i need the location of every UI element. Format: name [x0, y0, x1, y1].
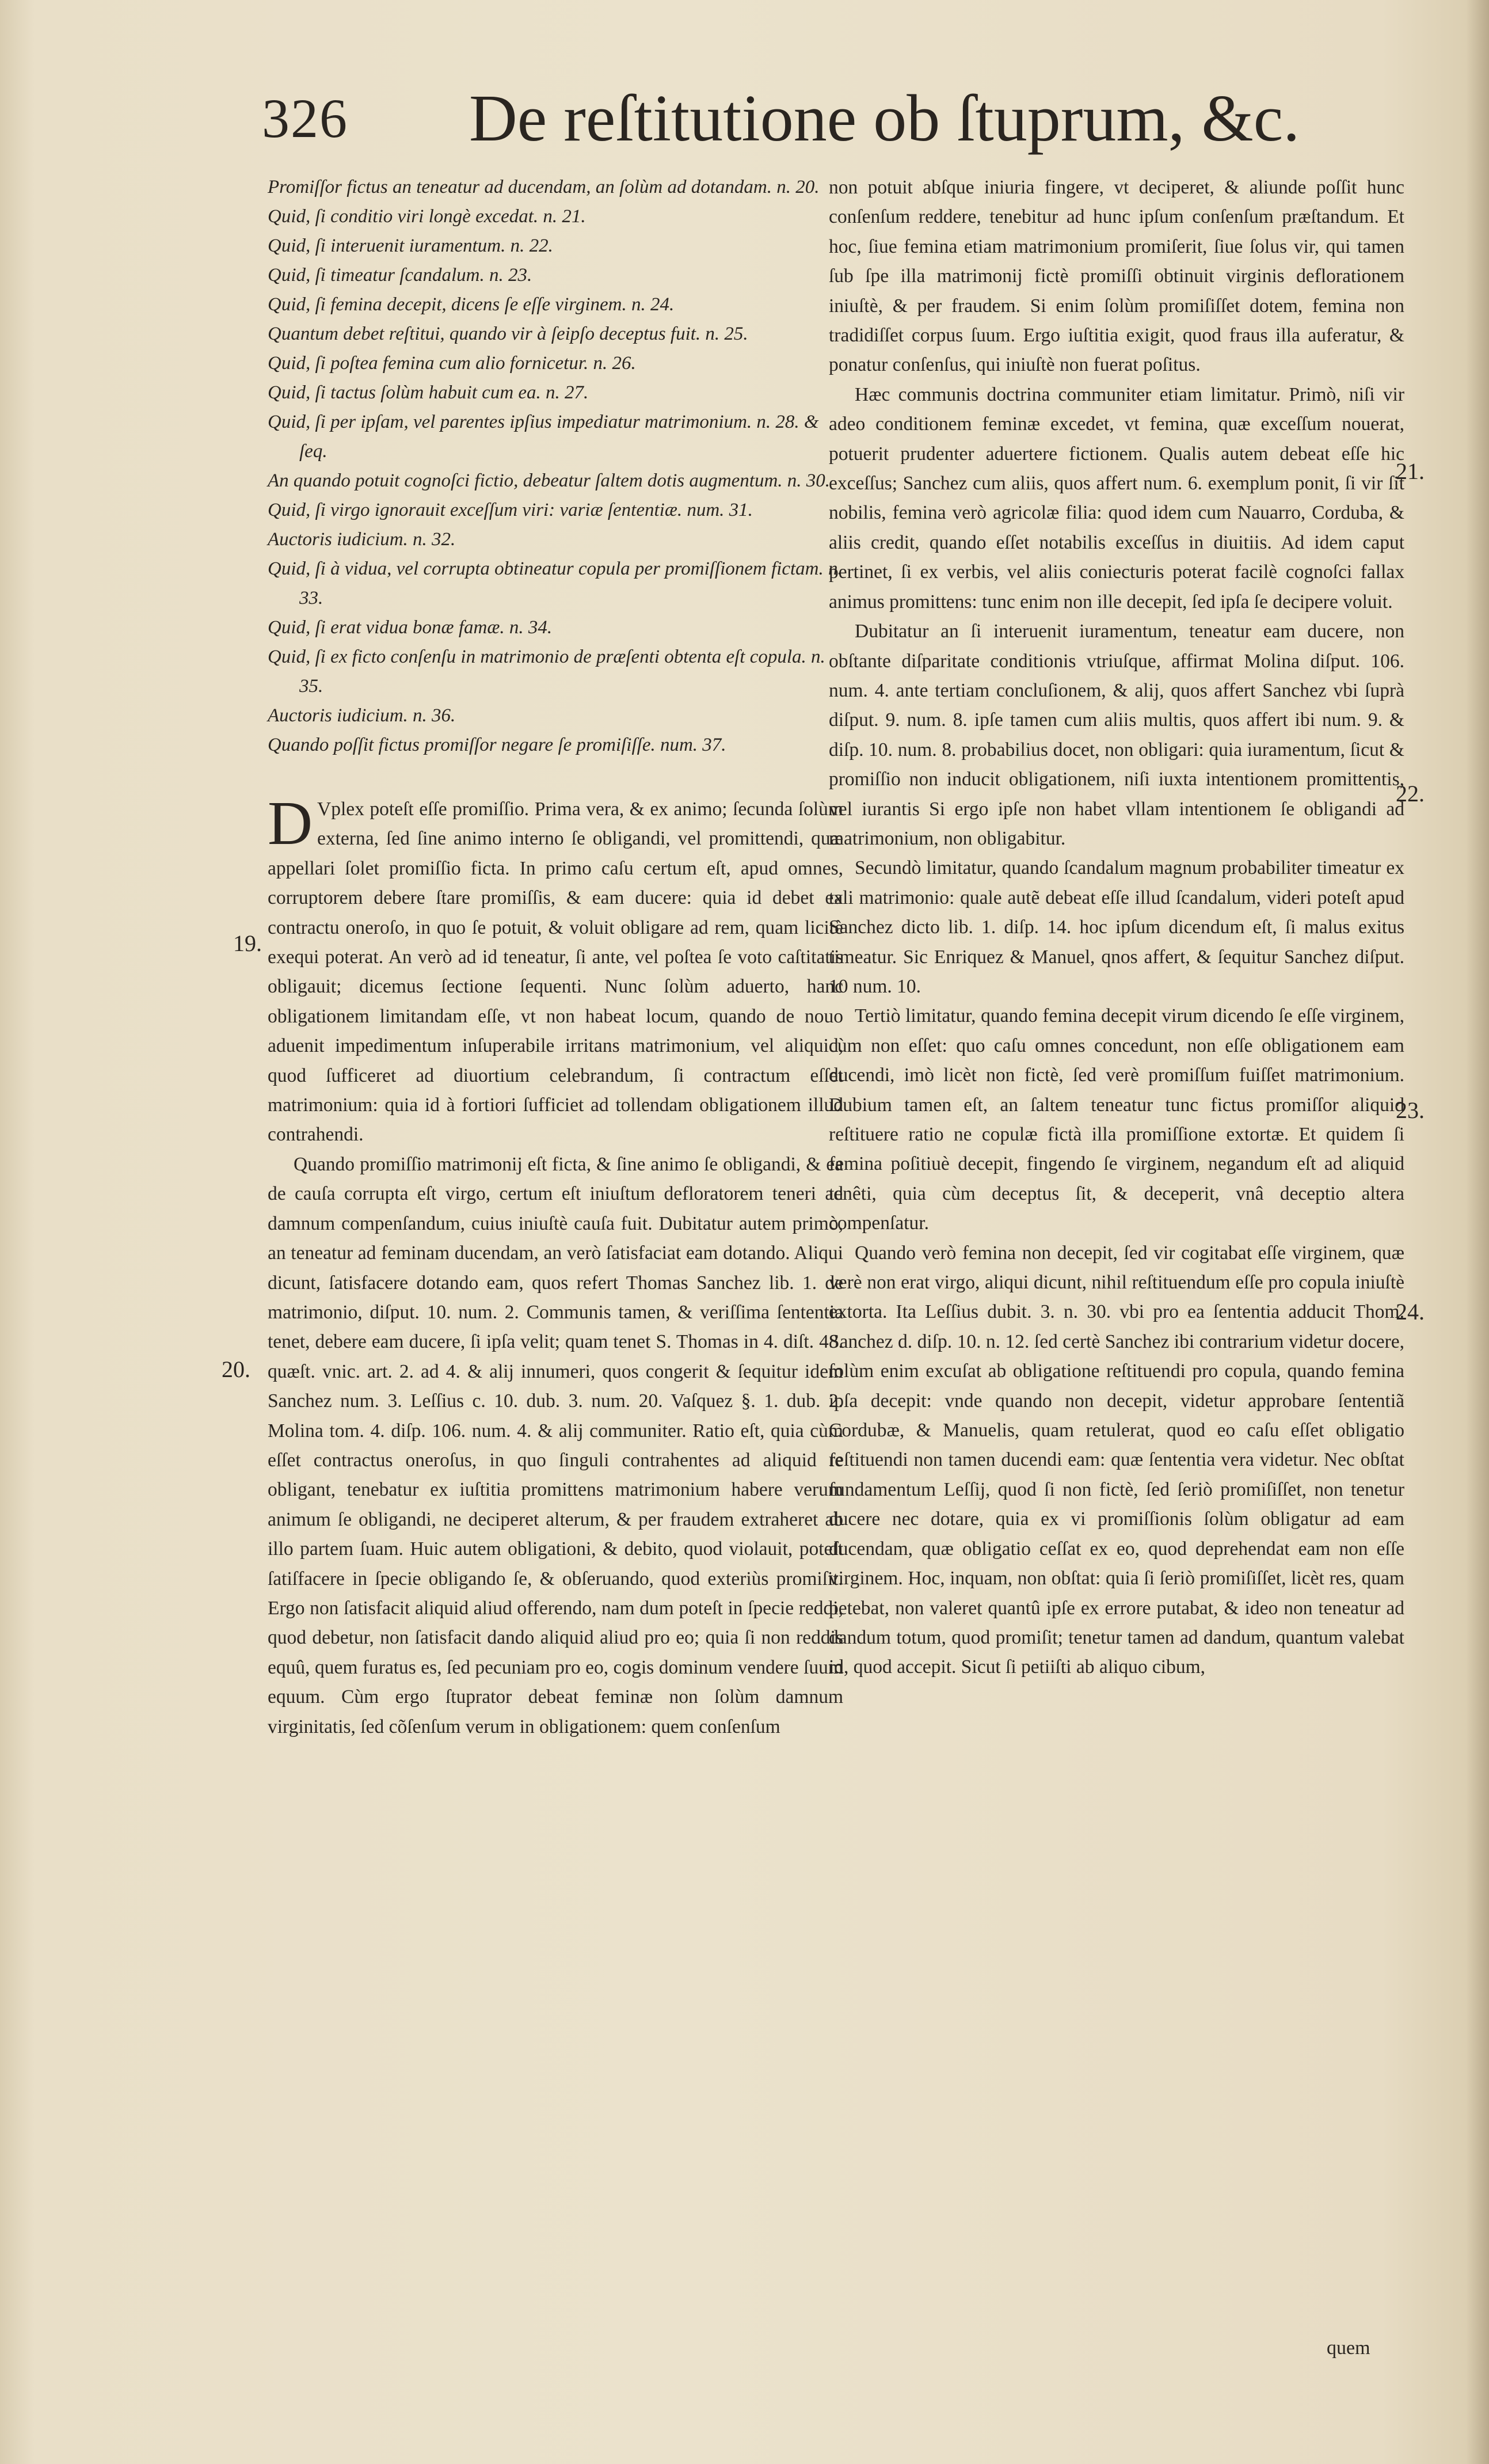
right-column: [829, 173, 1404, 1682]
marginal-number-21: 21.: [1396, 458, 1425, 484]
summary-item: Auctoris iudicium. n. 36.: [268, 705, 456, 726]
summary-item: Quid, ſi femina decepit, dicens ſe eſſe virginem. n. 24.: [268, 294, 675, 315]
paragraph-23: Secundò limitatur, quando ſcandalum magnum probabiliter timeatur ex tali matrimonio: quale autẽ debeat eſſe illud ſcandalum, videri poteſt apud Sanchez dicto lib. 1. diſp. 14. hoc ipſum dicendum eſt, ſi malus exitus timeatur. Sic Enriquez & Manuel, qnos affert, & ſequitur Sanchez diſput. 10 num. 10.: [829, 857, 1404, 997]
paragraph-24: Tertiò limitatur, quando femina decepit virum dicendo ſe eſſe virginem, cùm non eſſet: quo caſu omnes concedunt, non eſſe obligationem eam ducendi, imò licèt non fictè, ſed verè promiſſum fuiſſet matrimonium. Dubium tamen eſt, an ſaltem teneatur tunc fictus promiſſor aliquid reſtituere ratio ne copulæ fictà illa promiſſione extortæ. Et quidem ſi femina poſitiuè decepit, fingendo ſe virginem, negandum eſt ad aliquid tenêti, quia cùm deceptus ſit, & deceperit, vnâ deceptio altera compenſatur.: [829, 1005, 1404, 1234]
summary-item: Quantum debet reſtitui, quando vir à ſeipſo deceptus fuit. n. 25.: [268, 324, 748, 344]
page-number: 326: [262, 88, 348, 149]
summary-item: Promiſſor fictus an teneatur ad ducendam, an ſolùm ad dotandam. n. 20.: [268, 177, 820, 197]
page-edge-shadow: [1466, 0, 1489, 2464]
catchword: quem: [1327, 2337, 1370, 2359]
summary-item: Quid, ſi virgo ignorauit exceſſum viri: variæ ſententiæ. num. 31.: [268, 500, 753, 520]
left-column: [268, 173, 843, 1741]
summary-item: Quid, ſi erat vidua bonæ famæ. n. 34.: [268, 617, 553, 638]
summary-item: Quid, ſi interuenit iuramentum. n. 22.: [268, 235, 553, 256]
summary-item: Quid, ſi conditio viri longè excedat. n. 21.: [268, 206, 586, 227]
marginal-number-20: 20.: [222, 1356, 250, 1382]
running-title: De reſtitutione ob ſtuprum, &c.: [469, 82, 1300, 155]
summary-item: Quid, ſi tactus ſolùm habuit cum ea. n. 27.: [268, 382, 589, 403]
drop-cap: D: [268, 789, 313, 858]
summary-item: Quid, ſi ex ficto conſenſu in matrimonio de præſenti obtenta eſt copula. n. 35.: [268, 647, 825, 697]
marginal-number-23: 23.: [1396, 1097, 1425, 1123]
paragraph-25: Quando verò femina non decepit, ſed vir cogitabat eſſe virginem, quæ verè non erat virgo, aliqui dicunt, nihil reſtituendum eſſe pro copula iniuſtè extorta. Ita Leſſius dubit. 3. n. 30. vbi pro ea ſententia adducit Thom. Sanchez d. diſp. 10. n. 12. ſed certè Sanchez ibi contrarium videtur docere, ſolùm enim excuſat ab obligatione reſtituendi pro copula, quando femina ipſa decepit: vnde quando non decepit, videtur approbare ſententiã Cordubæ, & Manuelis, quam retulerat, quod eo caſu eſſet obligatio reſtituendi non tamen ducendi eam: quæ ſententia vera videtur. Nec obſtat fundamentum Leſſij, quod ſi non fictè, ſed ſeriò promiſiſſet, non tenetur ducere nec dotare, quia ex vi promiſſionis ſolùm obligatur ad eam ducendam, quæ obligatio ceſſat ex eo, quod deprehendat eam non eſſe virginem. Hoc, inquam, non obſtat: quia ſi ſeriò promiſiſſet, licèt res, quam petebat, non valeret quantû ipſe ex errore putabat, & ideo non teneatur ad dandum totum, quod promiſit; tenetur tamen ad dandum, quantum valebat id, quod accepit. Sicut ſi petiiſti ab aliquo cibum,: [829, 1242, 1404, 1678]
marginal-number-22: 22.: [1396, 781, 1425, 807]
summary-item: Quid, ſi timeatur ſcandalum. n. 23.: [268, 265, 532, 286]
summary-item: Quid, ſi poſtea femina cum alio fornicetur. n. 26.: [268, 353, 636, 374]
summary-item: Quid, ſi per ipſam, vel parentes ipſius impediatur matrimonium. n. 28. & ſeq.: [268, 412, 819, 462]
summary-item: Quid, ſi à vidua, vel corrupta obtineatur copula per promiſſionem fictam. n. 33.: [268, 558, 843, 609]
paragraph-20: Quando promiſſio matrimonij eſt ficta, & ſine animo ſe obligandi, & ea de cauſa corrupta eſt virgo, certum eſt iniuſtum defloratorem teneri ad damnum compenſandum, cuius iniuſtè cauſa fuit. Dubitatur autem primò, an teneatur ad feminam ducendam, an verò ſatisfaciat eam dotando. Aliqui dicunt, ſatisfacere dotando eam, quos refert Thomas Sanchez lib. 1. de matrimonio, diſput. 10. num. 2. Communis tamen, & veriſſima ſententia tenet, debere eam ducere, ſi ipſa velit; quam tenet S. Thomas in 4. diſt. 48. quæſt. vnic. art. 2. ad 4. & alij innumeri, quos congerit & ſequitur idem Sanchez num. 3. Leſſius c. 10. dub. 3. num. 20. Vaſquez §. 1. dub. 2. Molina tom. 4. diſp. 106. num. 4. & alij communiter. Ratio eſt, quia cùm eſſet contractus oneroſus, in quo ſinguli contrahentes ad aliquid ſe obligant, tenebatur ex iuſtitia promittens matrimonium habere verum animum ſe obligandi, ne deciperet alterum, & per fraudem extraheret ab illo partem ſuam. Huic autem obligationi, & debito, quod violauit, poteſt ſatiſfacere in ſpecie obligando ſe, & obſeruando, quod exteriùs promiſit. Ergo non ſatisfacit aliquid aliud offerendo, nam dum poteſt in ſpecie reddi, quod debetur, non ſatisfacit dando aliquid aliud pro eo; quia ſi non reddis equû, quem furatus es, ſed pecuniam pro eo, cogis dominum vendere ſuum equum. Cùm ergo ſtuprator debeat feminæ non ſolùm damnum virginitatis, ſed cõſenſum verum in obligationem: quem conſenſum: [268, 1153, 843, 1737]
summary-item: Quando poſſit fictus promiſſor negare ſe promiſiſſe. num. 37.: [268, 735, 726, 755]
paragraph-22: Dubitatur an ſi interuenit iuramentum, teneatur eam ducere, non obſtante diſparitate conditionis vtriuſque, affirmat Molina diſput. 106. num. 4. ante tertiam concluſionem, & alij, quos affert Sanchez vbi ſuprà diſput. 9. num. 8. ipſe tamen cum aliis multis, quos affert ibi num. 9. & diſp. 10. num. 8. probabilius docet, non obligari: quia iuramentum, ſicut & promiſſio non inducit obligationem, niſi iuxta intentionem promittentis, vel iurantis Si ergo ipſe non habet vllam intentionem ſe obligandi ad matrimonium, non obligabitur.: [829, 621, 1404, 849]
paragraph-21: Hæc communis doctrina communiter etiam limitatur. Primò, niſi vir adeo conditionem feminæ excedet, vt femina, quæ exceſſum nouerat, potuerit prudenter aduertere fictionem. Qualis autem debeat eſſe hic exceſſus; Sanchez cum aliis, quos affert num. 6. exemplum ponit, ſi vir ſit nobilis, femina verò agricolæ filia: quod idem cum Nauarro, Corduba, & aliis credit, quando eſſet notabilis exceſſus in diuitiis. Ad idem caput pertinet, ſi ex verbis, vel aliis coniecturis poterat facilè cognoſci fallax animus promittens: tunc enim non ille decepit, ſed ipſa ſe decipere voluit.: [829, 383, 1404, 613]
paragraph-19-text: Vplex poteſt eſſe promiſſio. Prima vera, & ex animo; ſecunda ſolùm externa, ſed ſine animo interno ſe obligandi, vel promittendi, quæ appellari ſolet promiſſio ficta. In primo caſu certum eſt, apud omnes, corruptorem debere ſtare promiſſis, & eam ducere: quia id debet ex contractu oneroſo, in quo ſe potuit, & voluit obligare ad rem, quam licitè exequi poterat. An verò ad id teneatur, ſi ante, vel poſtea ſe voto caſtitatis obligauit; dicemus ſectione ſequenti. Nunc ſolùm aduerto, hanc obligationem limitandam eſſe, vt non habeat locum, quando de nouo aduenit impedimentum inſuperabile irritans matrimonium, vel aliquid, quod ſufficeret ad diuortium celebrandum, ſi contractum eſſet matrimonium: quia id à fortiori ſufficiet ad tollendam obligationem illud contrahendi.: [268, 798, 843, 1146]
marginal-number-24: 24.: [1396, 1299, 1425, 1325]
paragraph-19: [268, 789, 843, 1150]
summary-list: [268, 173, 843, 760]
summary-item: Auctoris iudicium. n. 32.: [268, 529, 456, 550]
marginal-number-19: 19.: [233, 930, 262, 956]
summary-item: An quando potuit cognoſci fictio, debeatur ſaltem dotis augmentum. n. 30.: [268, 470, 831, 491]
paragraph-20-continued: non potuit abſque iniuria fingere, vt deciperet, & aliunde poſſit hunc conſenſum reddere, tenebitur ad hunc ipſum conſenſum præſtandum. Et hoc, ſiue femina etiam matrimonium promiſerit, ſiue ſolus vir, qui tamen ſub ſpe illa matrimonij fictè promiſſi obtinuit virginis deflorationem iniuſtè, & per fraudem. Si enim ſolùm promiſiſſet dotem, femina non tradidiſſet corpus ſuum. Ergo iuſtitia exigit, quod fraus illa auferatur, & ponatur conſenſus, qui iniuſtè non fuerat poſitus.: [829, 177, 1404, 376]
